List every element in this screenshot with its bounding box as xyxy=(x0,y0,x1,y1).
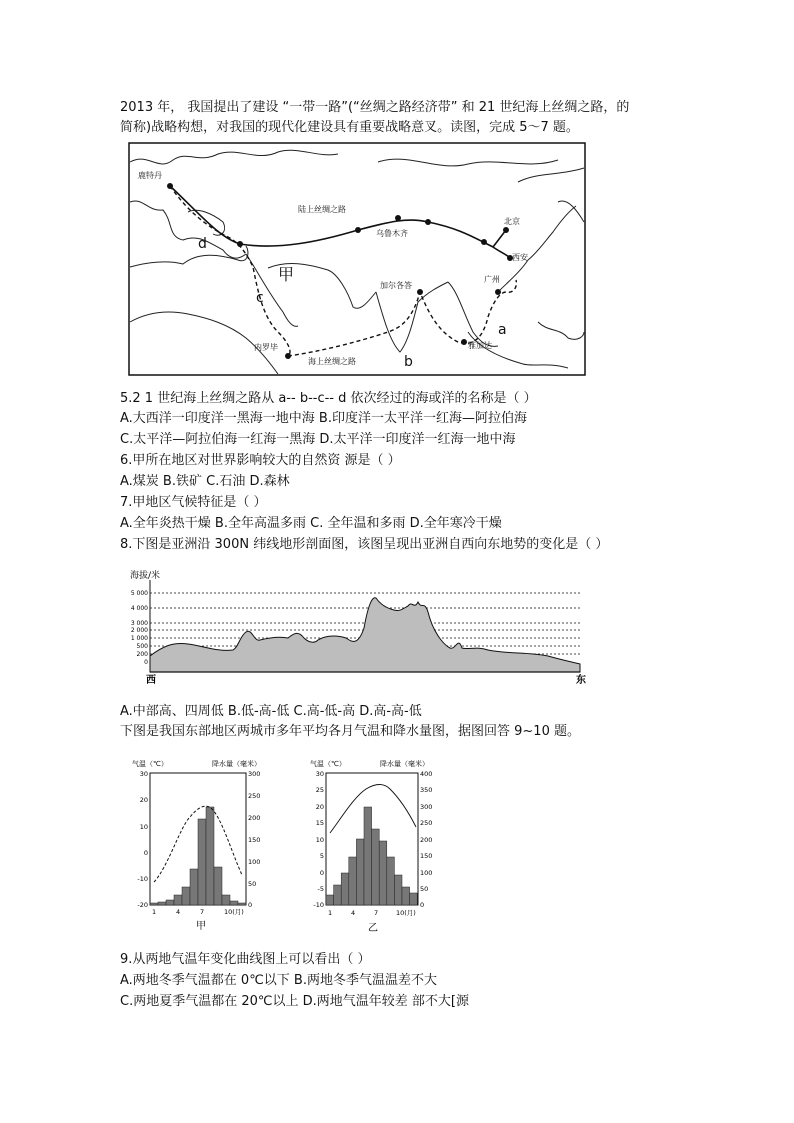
label-a: a xyxy=(498,322,507,338)
q5-options-ab: A.大西洋一印度洋一黑海一地中海 B.印度洋一太平洋一红海—阿拉伯海 xyxy=(120,411,527,426)
jia-temp-tick: 30 xyxy=(139,770,148,778)
profile-tick: 200 xyxy=(136,651,148,658)
yi-temp-tick: 15 xyxy=(315,819,324,827)
q7-options: A.全年炎热干燥 B.全年高温多雨 C. 全年温和多雨 D.全年寒冷干燥 xyxy=(120,516,502,531)
yi-temp-curve xyxy=(330,785,416,834)
q7-stem: 7.甲地区气候特征是（ ） xyxy=(120,495,267,510)
profile-west: 西 xyxy=(146,675,156,684)
yi-temp-tick: 25 xyxy=(315,786,324,794)
profile-terrain xyxy=(150,598,580,672)
yi-temp-tick: 30 xyxy=(315,770,324,778)
yi-precip-tick: 0 xyxy=(420,901,425,909)
yi-precip-tick: 250 xyxy=(420,819,433,827)
jia-precip-tick: 150 xyxy=(248,836,261,844)
profile-tick: 2 000 xyxy=(130,627,148,634)
profile-tick: 500 xyxy=(136,643,148,650)
jia-precip-tick: 200 xyxy=(248,814,261,822)
q6-options: A.煤炭 B.铁矿 C.石油 D.森林 xyxy=(120,474,290,489)
yi-month-tick: 1 xyxy=(328,909,333,917)
profile-tick: 5 000 xyxy=(130,590,148,597)
q6-stem: 6.甲所在地区对世界影响较大的自然资 源是（ ） xyxy=(120,453,401,468)
jia-precip-tick: 100 xyxy=(248,858,261,866)
profile-tick: 1 000 xyxy=(130,635,148,642)
climate-chart-jia xyxy=(128,757,276,935)
jia-precip-tick: 0 xyxy=(248,901,253,909)
jia-precip-axis-label: 降水量（毫米） xyxy=(212,760,261,768)
q5-options-cd: C.太平洋—阿拉伯海一红海一黑海 D.太平洋一印度洋一红海一地中海 xyxy=(120,432,516,447)
label-b: b xyxy=(404,354,413,370)
intro-line-1: 2013 年， 我国提出了建设 “一带一路”(“丝绸之路经济带” 和 21 世纪海上丝绸之路，的 xyxy=(120,100,630,115)
yi-temp-axis-label: 气温（℃） xyxy=(310,760,346,768)
q9-stem: 9.从两地气温年变化曲线图上可以看出（ ） xyxy=(120,952,371,967)
yi-precip-tick: 150 xyxy=(420,852,433,860)
jia-precip-tick: 50 xyxy=(248,880,257,888)
jia-caption: 甲 xyxy=(196,921,206,932)
yi-temp-tick: 20 xyxy=(315,803,324,811)
label-sea-route: 海上丝绸之路 xyxy=(308,357,356,366)
q5-stem: 5.2 1 世纪海上丝绸之路从 a-- b--c-- d 依次经过的海或洋的名称是（ ） xyxy=(120,391,537,406)
label-rotterdam: 鹿特丹 xyxy=(138,171,162,180)
terrain-profile xyxy=(128,566,588,684)
jia-month-tick: 7 xyxy=(200,908,205,916)
label-jia: 甲 xyxy=(278,265,295,284)
label-beijing: 北京 xyxy=(504,217,520,226)
profile-tick: 4 000 xyxy=(130,605,148,612)
yi-precip-tick: 100 xyxy=(420,869,433,877)
jia-precip-bars xyxy=(150,807,246,905)
yi-month-tick: 4 xyxy=(351,909,356,917)
jia-temp-tick: 10 xyxy=(139,823,148,831)
intro-line-2: 简称)战略构想，对我国的现代化建设具有重要战略意叉。读图，完成 5～7 题。 xyxy=(120,120,579,135)
yi-caption: 乙 xyxy=(368,923,378,934)
jia-temp-tick: 0 xyxy=(143,849,148,857)
jia-temp-tick: -10 xyxy=(137,875,148,883)
yi-precip-tick: 300 xyxy=(420,803,433,811)
profile-tick: 3 000 xyxy=(130,620,148,627)
q9-options-cd: C.两地夏季气温都在 20℃以上 D.两地气温年较差 部不大[源 xyxy=(120,994,469,1009)
yi-temp-tick: 10 xyxy=(315,836,324,844)
silk-road-map xyxy=(128,142,586,376)
jia-precip-tick: 250 xyxy=(248,792,261,800)
profile-tick: 0 xyxy=(144,659,148,666)
label-urumqi: 乌鲁木齐 xyxy=(376,229,408,238)
jia-month-tick: 10(月) xyxy=(224,908,244,916)
label-guangzhou: 广州 xyxy=(484,275,500,284)
climate-chart-yi xyxy=(306,757,442,937)
label-xian: 西安 xyxy=(512,253,528,262)
yi-precip-tick: 50 xyxy=(420,885,429,893)
label-d: d xyxy=(198,236,207,252)
yi-temp-tick: 5 xyxy=(319,852,324,860)
q9-options-ab: A.两地冬季气温都在 0℃以下 B.两地冬季气温温差不大 xyxy=(120,973,437,988)
q8-options: A.中部高、四周低 B.低-高-低 C.高-低-高 D.高-高-低 xyxy=(120,704,422,719)
jia-precip-tick: 300 xyxy=(248,770,261,778)
jia-temp-tick: 20 xyxy=(139,796,148,804)
jia-month-tick: 1 xyxy=(152,908,157,916)
jia-temp-tick: -20 xyxy=(137,901,148,909)
label-land-route: 陆上丝绸之路 xyxy=(298,205,346,214)
profile-east: 东 xyxy=(576,675,586,684)
yi-precip-tick: 350 xyxy=(420,786,433,794)
label-nairobi: 内罗毕 xyxy=(254,343,278,352)
jia-temp-axis-label: 气温（℃） xyxy=(132,760,168,768)
q8-stem: 8.下图是亚洲沿 300N 纬线地形剖面图，该图呈现出亚洲自西向东地势的变化是（ ） xyxy=(120,537,609,552)
label-c: c xyxy=(256,290,264,306)
yi-month-tick: 10(月) xyxy=(396,909,416,917)
yi-temp-tick: -10 xyxy=(313,901,324,909)
yi-month-tick: 7 xyxy=(374,909,379,917)
q9-10-intro: 下图是我国东部地区两城市多年平均各月气温和降水量图，据图回答 9~10 题。 xyxy=(120,724,580,739)
yi-precip-tick: 400 xyxy=(420,770,433,778)
profile-ylabel: 海拔/米 xyxy=(130,571,161,581)
yi-precip-tick: 200 xyxy=(420,836,433,844)
jia-month-tick: 4 xyxy=(176,908,181,916)
yi-precip-bars xyxy=(326,807,417,905)
yi-temp-tick: 0 xyxy=(319,869,324,877)
label-jakarta: 雅加达 xyxy=(468,341,492,350)
yi-temp-tick: -5 xyxy=(317,885,324,893)
label-kolkata: 加尔各答 xyxy=(380,281,412,290)
yi-precip-axis-label: 降水量（毫米） xyxy=(380,760,429,768)
